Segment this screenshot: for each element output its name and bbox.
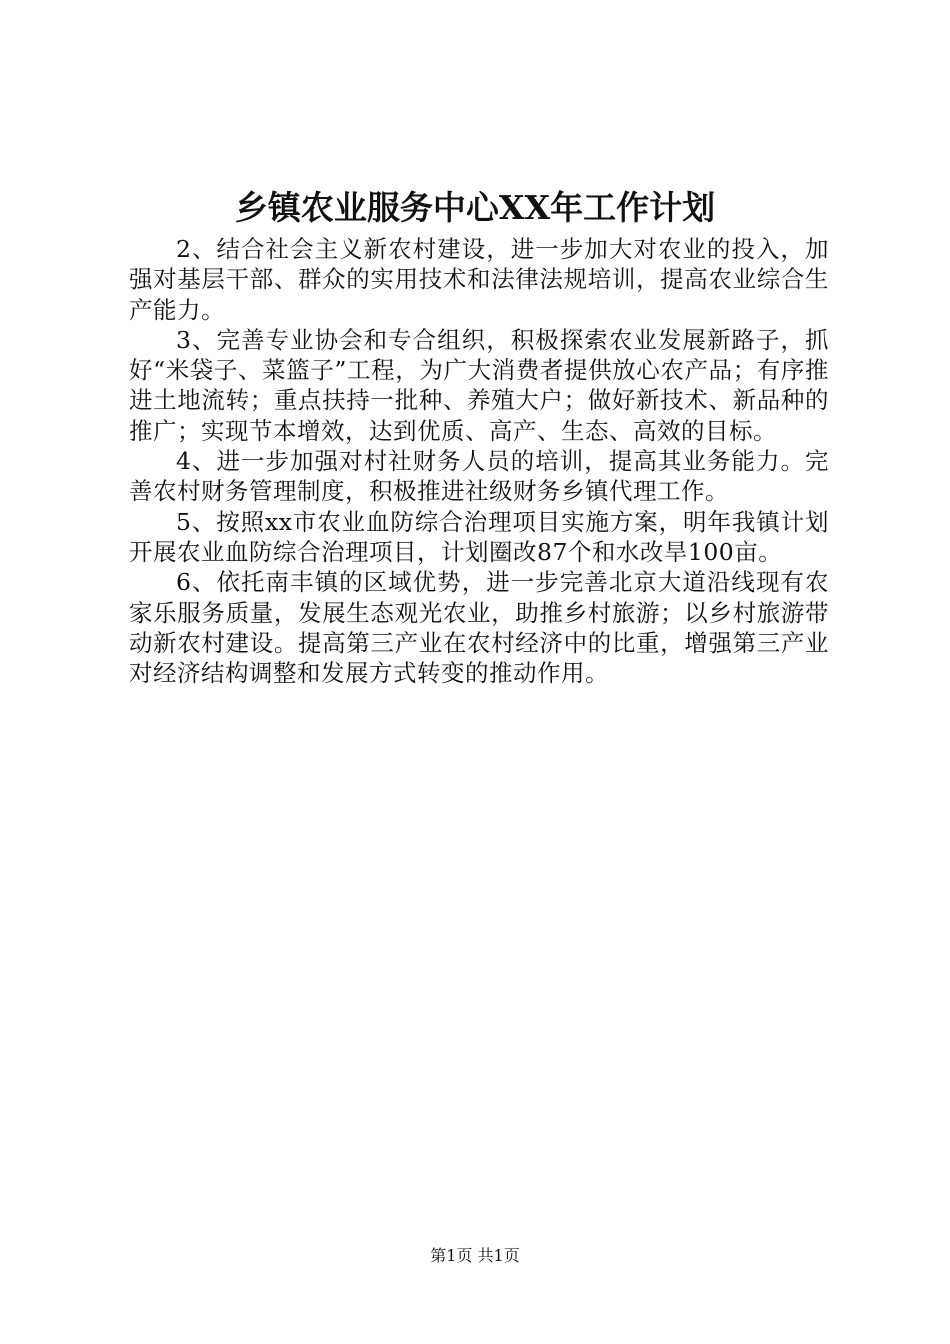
paragraph-3: 3、完善专业协会和专合组织，积极探索农业发展新路子，抓好“米袋子、菜篮子”工程，为广大消费者提供放心农产品；有序推进土地流转；重点扶持一批种、养殖大户；做好新技术、新品种的推广；实现节本增效，达到优质、高产、生态、高效的目标。 bbox=[129, 325, 829, 445]
paragraph-2: 2、结合社会主义新农村建设，进一步加大对农业的投入，加强对基层干部、群众的实用技术和法律法规培训，提高农业综合生产能力。 bbox=[129, 235, 829, 324]
paragraph-5: 5、按照xx市农业血防综合治理项目实施方案，明年我镇计划开展农业血防综合治理项目，计划圈改87个和水改旱100亩。 bbox=[129, 507, 829, 566]
document-body bbox=[129, 234, 829, 688]
page-number-footer: 第1页 共1页 bbox=[430, 1246, 520, 1265]
paragraph-6: 6、依托南丰镇的区域优势，进一步完善北京大道沿线现有农家乐服务质量，发展生态观光农业，助推乡村旅游；以乡村旅游带动新农村建设。提高第三产业在农村经济中的比重，增强第三产业对经济结构调整和发展方式转变的推动作用。 bbox=[129, 568, 829, 688]
paragraph-4: 4、进一步加强对村社财务人员的培训，提高其业务能力。完善农村财务管理制度，积极推进社级财务乡镇代理工作。 bbox=[129, 447, 829, 506]
document-title: 乡镇农业服务中心XX年工作计划 bbox=[234, 188, 716, 227]
